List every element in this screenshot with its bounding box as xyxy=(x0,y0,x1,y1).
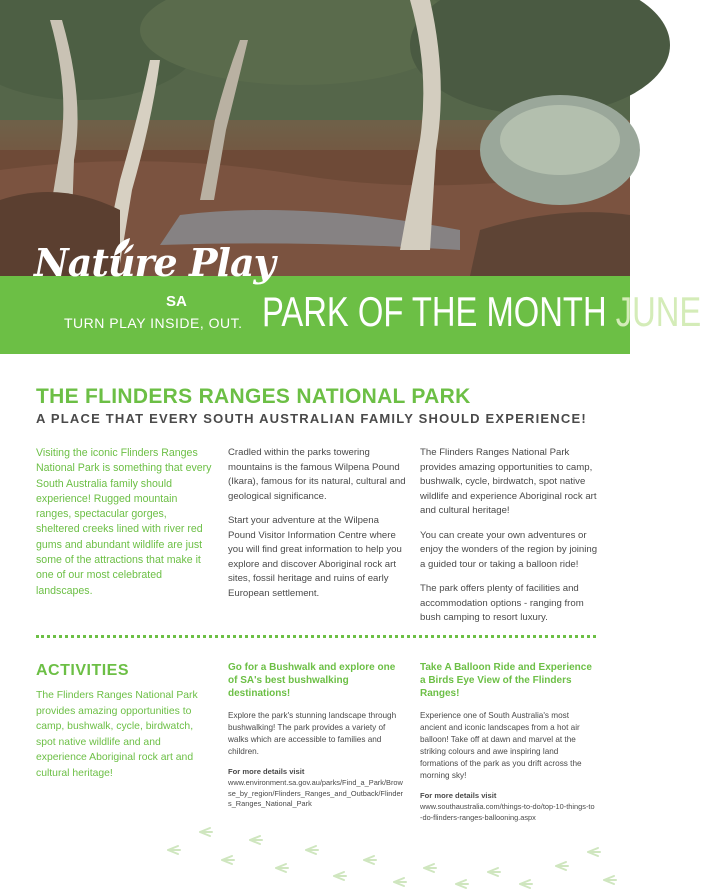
logo-tagline: TURN PLAY INSIDE, OUT. xyxy=(64,315,243,331)
activities-text: The Flinders Ranges National Park provides amazing opportunities to camp, bushwalk, cycle, birdwatch, spot native wildlife and and experience Aboriginal rock art and cultural heritage! xyxy=(36,690,198,779)
creek-landscape-illustration xyxy=(0,0,630,276)
bushwalk-more-label: For more details visit xyxy=(228,767,305,776)
intro-paragraph: Cradled within the parks towering mountains is the famous Wilpena Pound (Ikara), famous for its natural, cultural and geological significance. xyxy=(228,447,406,502)
bushwalk-heading: Go for a Bushwalk and explore one of SA's best bushwalking destinations! xyxy=(228,662,396,699)
footprints-decoration xyxy=(0,810,630,891)
intro-paragraph: The park offers plenty of facilities and accommodation options - ranging from bush camping to resort luxury. xyxy=(420,583,584,623)
balloon-heading: Take A Balloon Ride and Experience a Birds Eye View of the Flinders Ranges! xyxy=(420,662,592,699)
bushwalk-section xyxy=(228,661,404,810)
intro-column-1 xyxy=(36,446,212,609)
balloon-more-label: For more details visit xyxy=(420,791,497,800)
intro-column-2 xyxy=(228,446,408,611)
banner-title xyxy=(262,288,701,336)
park-title: THE FLINDERS RANGES NATIONAL PARK xyxy=(36,385,471,408)
hero-photo xyxy=(0,0,630,276)
bushwalk-body: Explore the park's stunning landscape through bushwalking! The park provides a variety of walks which are accessible to families and children. xyxy=(228,711,397,756)
intro-paragraph: You can create your own adventures or enjoy the wonders of the region by joining a guided tour or taking a balloon ride! xyxy=(420,529,598,570)
banner-title-text: PARK OF THE MONTH xyxy=(262,288,607,335)
logo-region: SA xyxy=(166,293,187,310)
balloon-link[interactable]: www.southaustralia.com/things-to-do/top-10-things-to-do-flinders-ranges-ballooning.aspx xyxy=(420,802,595,822)
intro-column-3 xyxy=(420,446,600,636)
nature-play-logo: Nature Play xyxy=(34,240,275,285)
balloon-section xyxy=(420,661,596,823)
intro-paragraph: The Flinders Ranges National Park provides amazing opportunities to camp, bushwalk, cycle, birdwatch, spot native wildlife and experience Aboriginal rock art and cultural heritage! xyxy=(420,447,597,516)
park-subtitle: A PLACE THAT EVERY SOUTH AUSTRALIAN FAMILY SHOULD EXPERIENCE! xyxy=(36,411,587,426)
balloon-body: Experience one of South Australia's most ancient and iconic landscapes from a hot air balloon! Take off at dawn and marvel at the striking colours and awe inspiring land formations of the park as you drift across the morning sky! xyxy=(420,711,582,780)
dotted-divider xyxy=(36,635,596,638)
banner-month: JUNE xyxy=(615,288,701,335)
bushwalk-link[interactable]: www.environment.sa.gov.au/parks/Find_a_Park/Browse_by_region/Flinders_Ranges_and_Outback/Flinders_Ranges_National_Park xyxy=(228,778,404,808)
intro-paragraph: Start your adventure at the Wilpena Pound Visitor Information Centre where you will find great information to help you explore and discover Aboriginal rock art sites, fossil heritage and ruins of early European settlement. xyxy=(228,515,402,599)
intro-paragraph: Visiting the iconic Flinders Ranges National Park is something that every South Australia family should experience! Rugged mountain ranges, spectacular gorges, sheltered creeks lined with river red gums and abundant wildlife are just some of the attractions that make it one of our most celebrated landscapes. xyxy=(36,447,212,597)
activities-title: ACTIVITIES xyxy=(36,662,130,679)
